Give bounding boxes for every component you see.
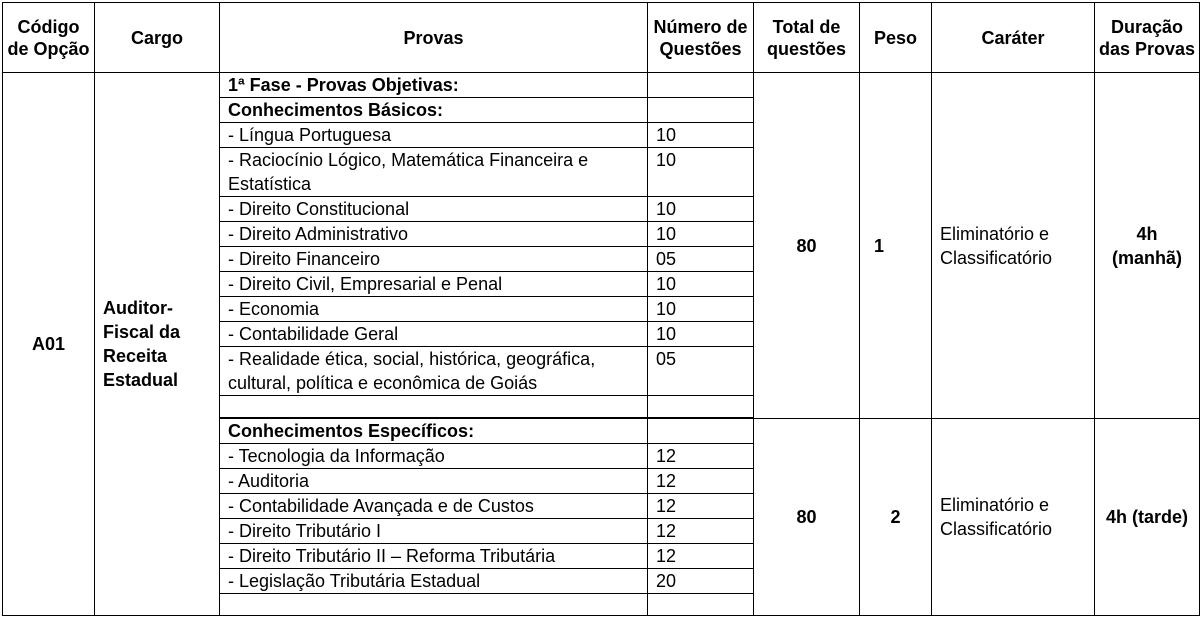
prova-count: 05: [648, 347, 754, 396]
duracao-basicos: 4h (manhã): [1095, 73, 1200, 419]
provas-table: [2, 2, 1200, 616]
prova-name: - Direito Tributário II – Reforma Tributária: [220, 544, 648, 569]
prova-name: - Auditoria: [220, 469, 648, 494]
prova-count: 10: [648, 197, 754, 222]
prova-count: 12: [648, 444, 754, 469]
prova-name: - Direito Tributário I: [220, 519, 648, 544]
cargo-cell: Auditor-Fiscal da Receita Estadual: [95, 73, 220, 616]
prova-count: 12: [648, 469, 754, 494]
prova-name: - Contabilidade Geral: [220, 322, 648, 347]
prova-name: - Raciocínio Lógico, Matemática Financeira e Estatística: [220, 148, 648, 197]
prova-count: 20: [648, 569, 754, 594]
total-especificos: 80: [754, 419, 860, 616]
carater-basicos: Eliminatório e Classificatório: [932, 73, 1095, 419]
peso-especificos: 2: [860, 419, 932, 616]
header-codigo: Código de Opção: [3, 3, 95, 73]
header-peso: Peso: [860, 3, 932, 73]
header-cargo: Cargo: [95, 3, 220, 73]
prova-count: 10: [648, 123, 754, 148]
header-row: [3, 3, 1200, 73]
prova-count: 12: [648, 494, 754, 519]
header-carater: Caráter: [932, 3, 1095, 73]
prova-name: - Contabilidade Avançada e de Custos: [220, 494, 648, 519]
prova-count: 12: [648, 519, 754, 544]
header-duracao: Duração das Provas: [1095, 3, 1200, 73]
prova-count: 10: [648, 322, 754, 347]
peso-basicos: 1: [860, 73, 932, 419]
prova-name: - Realidade ética, social, histórica, geográfica, cultural, política e econômica de Goiás: [220, 347, 648, 396]
header-total: Total de questões: [754, 3, 860, 73]
prova-name: - Legislação Tributária Estadual: [220, 569, 648, 594]
header-numero: Número de Questões: [648, 3, 754, 73]
especificos-title: Conhecimentos Específicos:: [220, 419, 648, 444]
total-basicos: 80: [754, 73, 860, 419]
prova-count: 10: [648, 222, 754, 247]
prova-count: 12: [648, 544, 754, 569]
prova-count: 10: [648, 272, 754, 297]
prova-name: - Economia: [220, 297, 648, 322]
codigo-cell: A01: [3, 73, 95, 616]
prova-name: - Direito Administrativo: [220, 222, 648, 247]
header-provas: Provas: [220, 3, 648, 73]
prova-name: - Tecnologia da Informação: [220, 444, 648, 469]
basicos-title: Conhecimentos Básicos:: [220, 98, 648, 123]
duracao-especificos: 4h (tarde): [1095, 419, 1200, 616]
prova-name: - Direito Civil, Empresarial e Penal: [220, 272, 648, 297]
prova-count: 10: [648, 297, 754, 322]
prova-name: - Língua Portuguesa: [220, 123, 648, 148]
prova-count: 05: [648, 247, 754, 272]
prova-name: - Direito Constitucional: [220, 197, 648, 222]
prova-name: - Direito Financeiro: [220, 247, 648, 272]
prova-count: 10: [648, 148, 754, 197]
carater-especificos: Eliminatório e Classificatório: [932, 419, 1095, 616]
fase-title: 1ª Fase - Provas Objetivas:: [220, 73, 648, 98]
